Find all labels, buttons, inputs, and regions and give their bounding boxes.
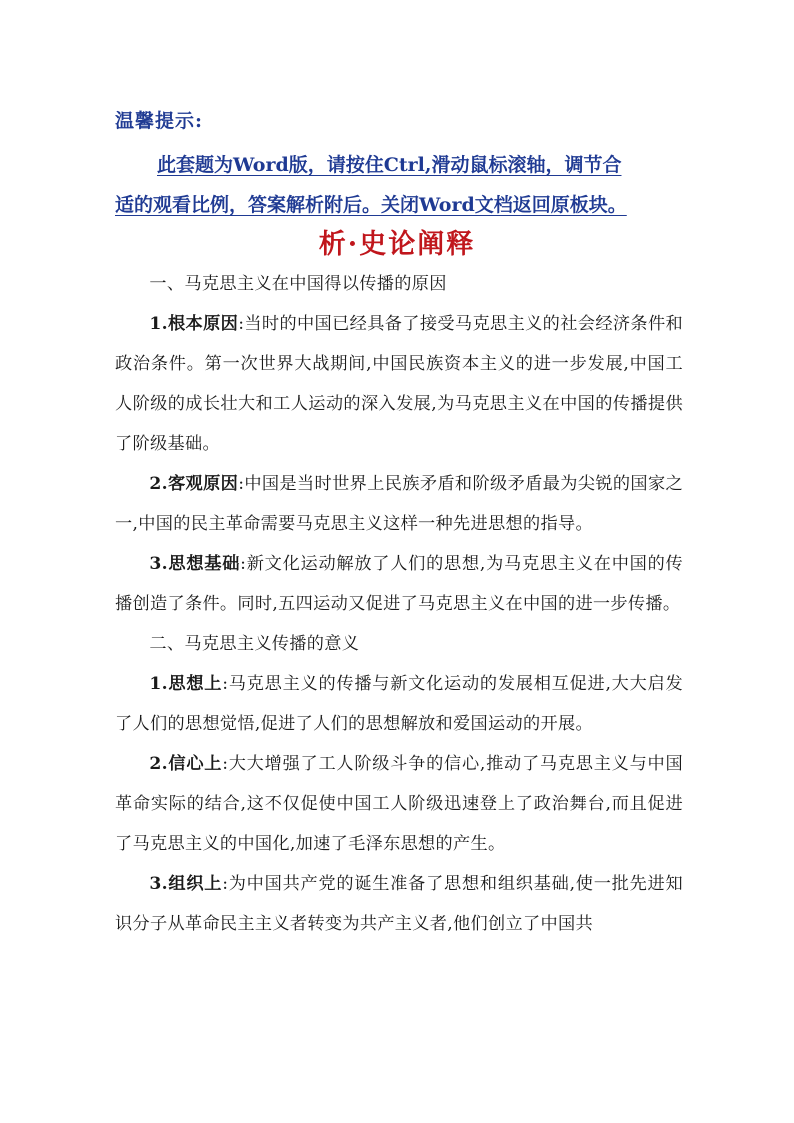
section-title-causes: 一、马克思主义在中国得以传播的原因 [149, 274, 447, 294]
paragraph-label: 3.思想基础 [149, 554, 241, 574]
notice-line-1: 此套题为Word版，请按住Ctrl,滑动鼠标滚轴，调节合 [157, 154, 622, 176]
paragraph-label: 1.根本原因 [149, 314, 239, 334]
paragraph-text: :新文化运动解放了人们的思想,为马克思主义在中国的传播创造了条件。同时,五四运动又促进了马克思主义在中国的进一步传播。 [115, 554, 684, 614]
paragraph-objective-cause [115, 464, 683, 544]
paragraph-ideological [115, 664, 683, 744]
paragraph-organization [115, 864, 683, 944]
paragraph-root-cause [115, 304, 683, 464]
paragraph-text: :为中国共产党的诞生准备了思想和组织基础,使一批先进知识分子从革命民主主义者转变为共产主义者,他们创立了中国共 [115, 874, 683, 934]
section-title-significance: 二、马克思主义传播的意义 [149, 634, 360, 654]
section-heading: 析·史论阐释 [318, 229, 476, 260]
paragraph-label: 2.信心上 [149, 754, 223, 774]
document-content [115, 264, 683, 944]
paragraph-label: 3.组织上 [149, 874, 223, 894]
paragraph-ideological-basis [115, 544, 683, 624]
paragraph-text: :当时的中国已经具备了接受马克思主义的社会经济条件和政治条件。第一次世界大战期间,中国民族资本主义的进一步发展,中国工人阶级的成长壮大和工人运动的深入发展,为马克思主义在中国的传播提供了阶级基础。 [115, 314, 684, 454]
paragraph-text: :中国是当时世界上民族矛盾和阶级矛盾最为尖锐的国家之一,中国的民主革命需要马克思主义这样一种先进思想的指导。 [115, 474, 684, 534]
paragraph-text: :大大增强了工人阶级斗争的信心,推动了马克思主义与中国革命实际的结合,这不仅促使中国工人阶级迅速登上了政治舞台,而且促进了马克思主义的中国化,加速了毛泽东思想的产生。 [115, 754, 683, 854]
paragraph-label: 2.客观原因 [149, 474, 239, 494]
notice-title: 温馨提示: [115, 110, 204, 132]
notice-line-2: 适的观看比例，答案解析附后。关闭Word文档返回原板块。 [115, 194, 627, 216]
paragraph-label: 1.思想上 [149, 674, 223, 694]
paragraph-text: :马克思主义的传播与新文化运动的发展相互促进,大大启发了人们的思想觉悟,促进了人们的思想解放和爱国运动的开展。 [115, 674, 683, 734]
notice-text [115, 145, 685, 225]
paragraph-confidence [115, 744, 683, 864]
